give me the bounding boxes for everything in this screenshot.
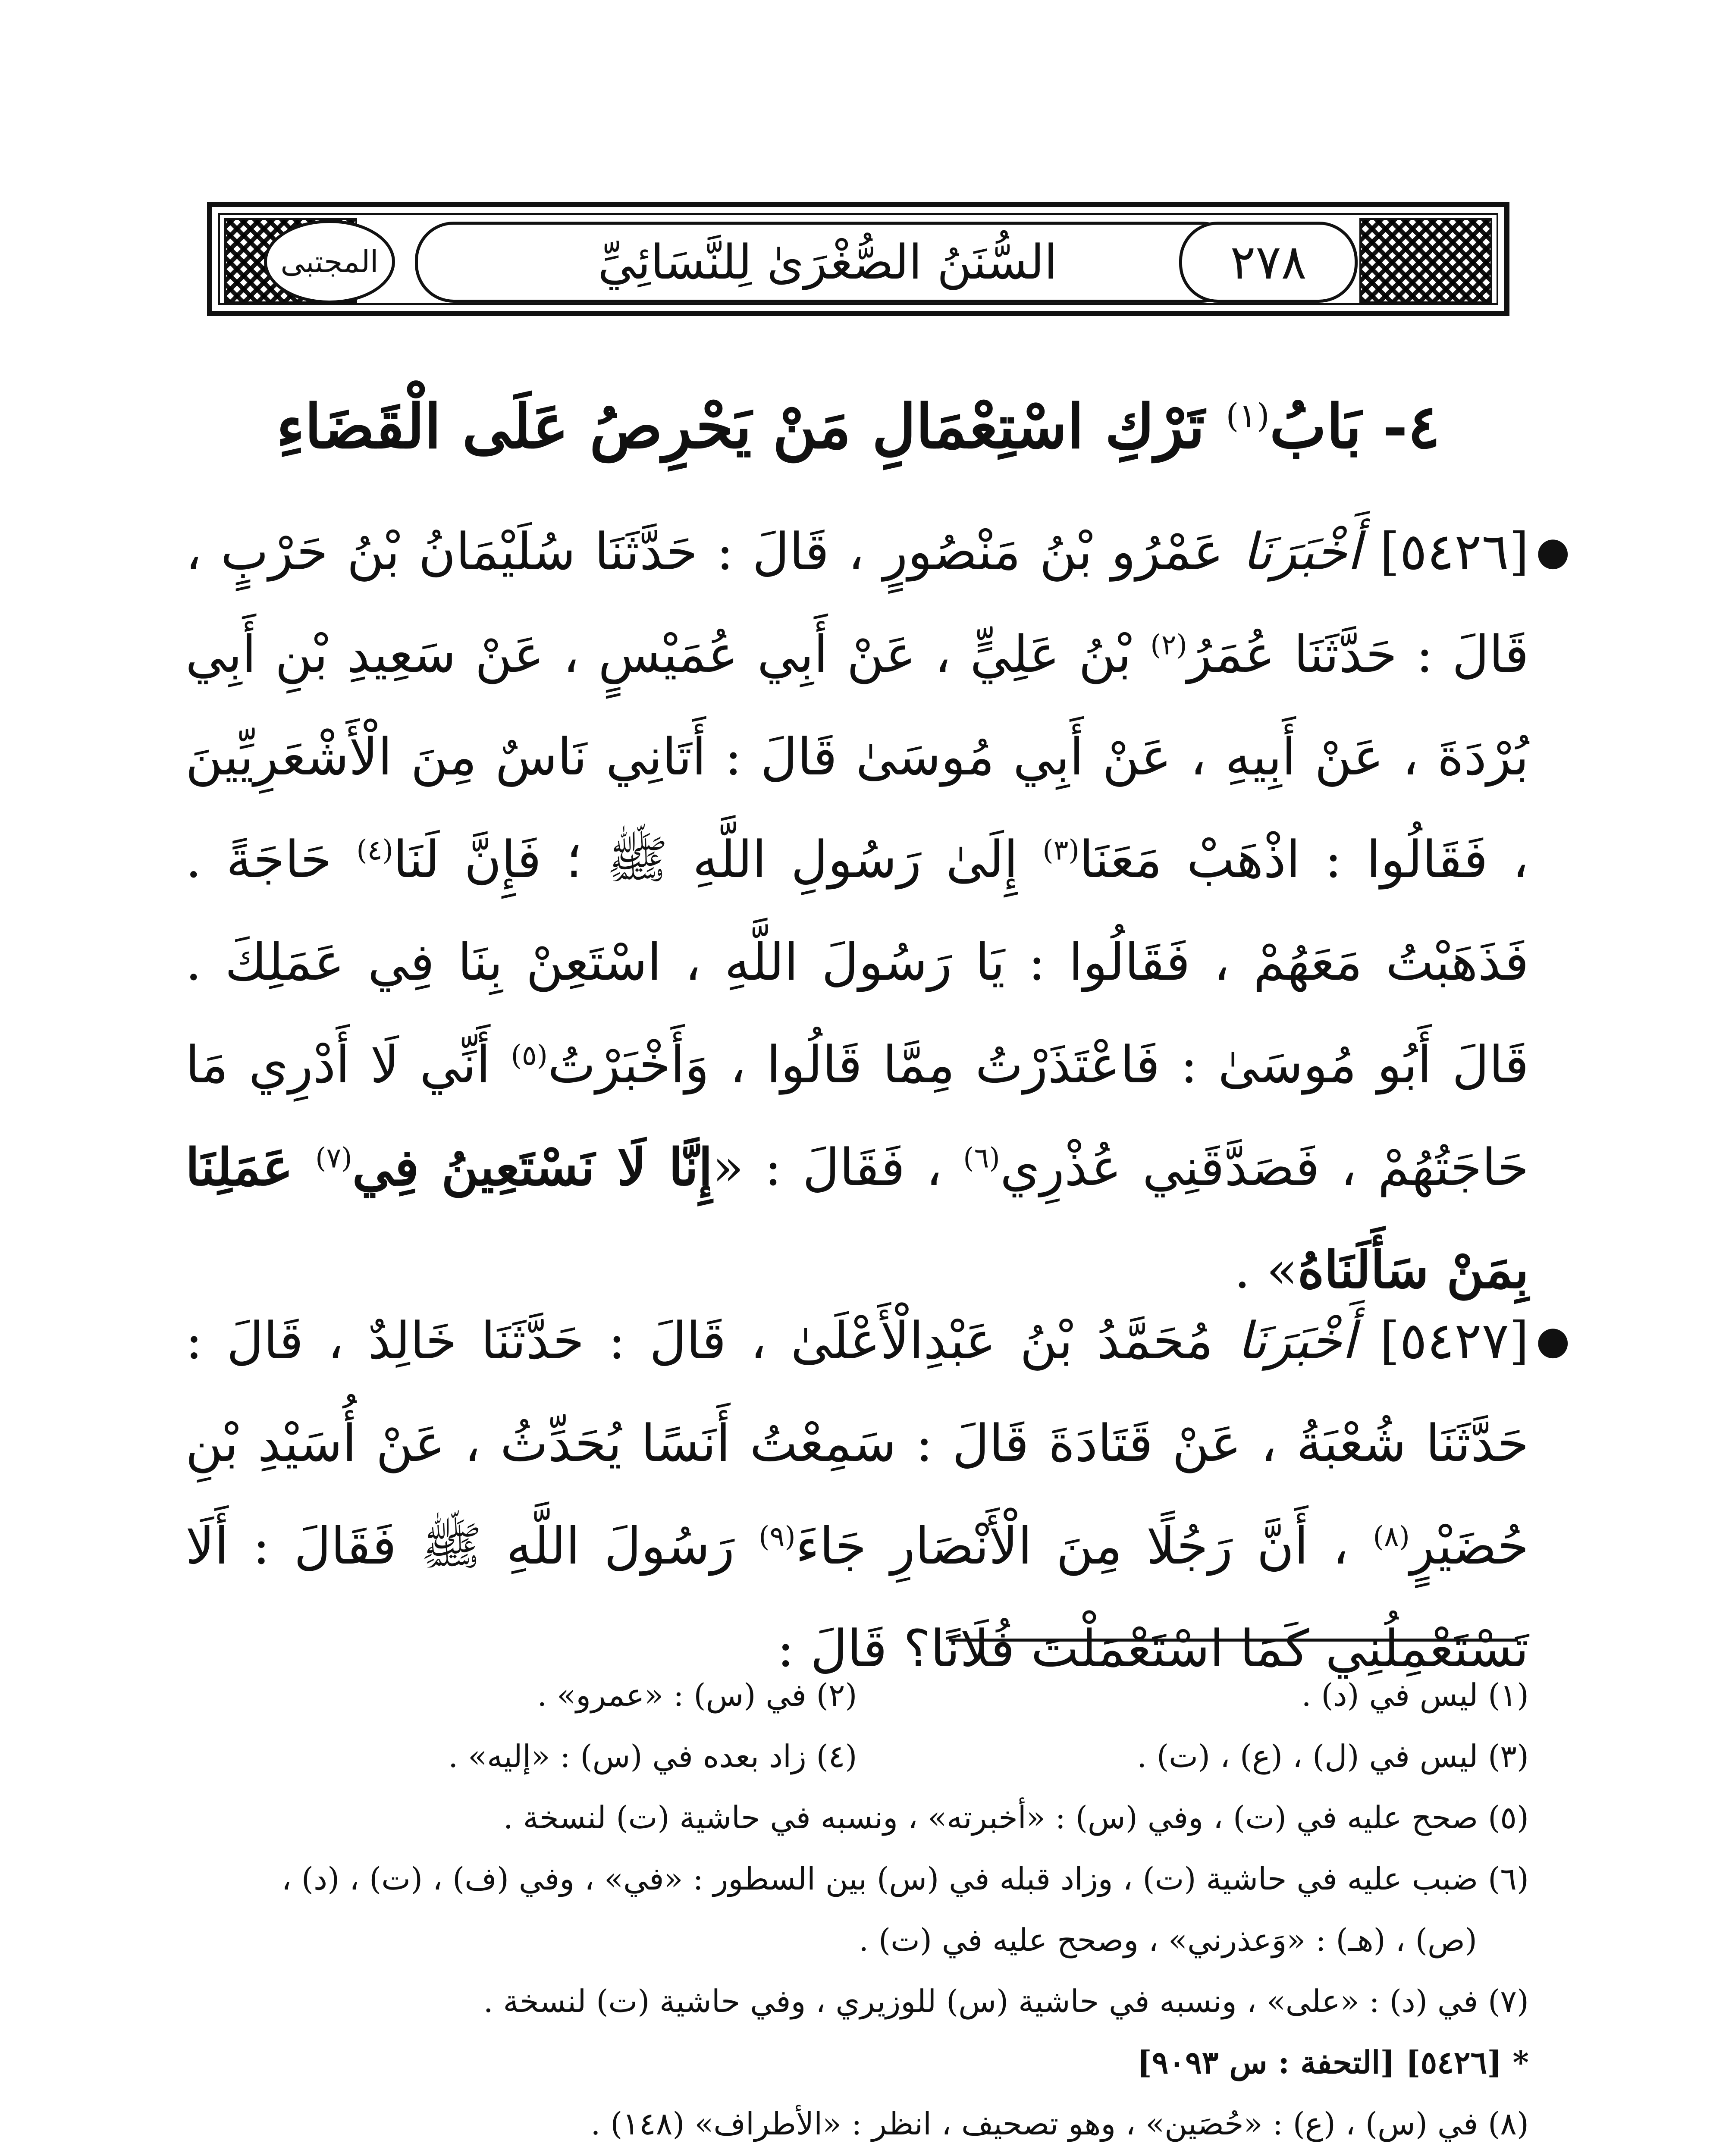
matn-text: ، أَنَّ رَجُلًا مِنَ الْأَنْصَارِ جَاءَ — [795, 1516, 1373, 1576]
footnotes — [185, 1664, 1529, 2156]
isnad-text: بْنُ عَلِيٍّ ، عَنْ أَبِي عُمَيْسٍ ، عَنْ سَعِيدِ بْنِ أَبِي بُرْدَةَ ، عَنْ أَبِيهِ ، عَنْ أَبِي مُوسَىٰ قَالَ : أَتَانِي نَاسٌ مِنَ الْأَشْعَرِيِّينَ ، فَقَالُوا : اذْهَبْ مَعَنَا — [185, 624, 1529, 889]
footnote-8: (٨) في (س) ، (ع) : «حُصَين» ، وهو تصحيف ، انظر : «الأطراف» (١٤٨) . — [590, 2106, 1529, 2142]
bullet-icon: ● — [1536, 529, 1570, 574]
chapter-title: تَرْكِ اسْتِعْمَالِ مَنْ يَحْرِصُ عَلَى الْقَضَاءِ — [276, 392, 1205, 462]
footnote-mark: (١) — [1226, 397, 1270, 436]
hadith-number: [٥٤٢٧] — [1380, 1311, 1529, 1370]
matn-text: حَاجَةً . فَذَهَبْتُ مَعَهُمْ ، فَقَالُوا : يَا رَسُولَ اللَّهِ ، اسْتَعِنْ بِنَا فِي عَمَلِكَ . قَالَ أَبُو مُوسَىٰ : فَاعْتَذَرْتُ مِمَّا قَالُوا ، وَأَخْبَرْتُ — [185, 830, 1529, 1094]
matn-text: ، فَقَالَ : « — [712, 1138, 963, 1197]
footnote-mark: (٨) — [1373, 1520, 1410, 1553]
matn-text: رَسُولَ اللَّهِ ﷺ فَقَالَ : أَلَا تَسْتَعْمِلُنِي كَمَا اسْتَعْمَلْتَ فُلَانًا؟ قَالَ : — [185, 1516, 1529, 1678]
chapter-prefix: ٤- بَابُ — [1269, 392, 1440, 462]
book-medallion — [264, 220, 395, 304]
hadith-5426 — [185, 500, 1570, 1321]
footnote-row — [185, 1726, 1529, 1787]
footnote-2: (٢) في (س) : «عمرو» . — [537, 1677, 857, 1713]
page-number-cartouche — [1179, 222, 1358, 303]
prophet-saying: عَمَلِنَا بِمَنْ سَأَلَنَاهُ — [185, 1137, 1529, 1300]
prophet-saying: إِنَّا لَا نَسْتَعِينُ فِي — [352, 1137, 713, 1197]
footnote-9 — [185, 2154, 1529, 2156]
footnote-mark: (٣) — [1042, 834, 1079, 867]
footnote-mark: (٦) — [963, 1142, 1000, 1175]
footnote-6: (٦) ضبب عليه في حاشية (ت) ، وزاد قبله في (س) بين السطور : «في» ، وفي (ف) ، (ت) ، (د) ، — [281, 1861, 1529, 1897]
footnote-4: (٤) زاد بعده في (س) : «إليه» . — [448, 1738, 857, 1774]
footnote-3: (٣) ليس في (ل) ، (ع) ، (ت) . — [1137, 1738, 1529, 1774]
matn-text: أَنِّي لَا أَدْرِي مَا حَاجَتُهُمْ ، فَصَدَّقَنِي عُذْرِي — [185, 1035, 1529, 1197]
footnote-mark: (٧) — [315, 1142, 352, 1175]
footnote-mark: (٥) — [511, 1039, 548, 1072]
akhbarana-word: أَخْبَرَنَا — [1237, 1311, 1356, 1370]
footnote-row — [185, 1664, 1529, 1726]
footnote-mark: (٢) — [1150, 629, 1187, 661]
takhrij-reference: * [٥٤٢٦] [التحفة : س ٩٠٩٣] — [1137, 2044, 1529, 2081]
footnote-mark: (٤) — [356, 834, 393, 867]
hadith-number: [٥٤٢٦] — [1380, 522, 1529, 581]
header-ornament-right — [1359, 218, 1492, 303]
matn-text: إِلَىٰ رَسُولِ اللَّهِ ﷺ ؛ فَإِنَّ لَنَا — [393, 830, 1043, 889]
footnote-6-continued: (ص) ، (هـ) : «وَعذرني» ، وصحح عليه في (ت) . — [859, 1922, 1477, 1958]
footnote-5: (٥) صحح عليه في (ت) ، وفي (س) : «أخبرته» ، ونسبه في حاشية (ت) لنسخة . — [503, 1799, 1529, 1836]
page-number: ٢٧٨ — [1230, 235, 1307, 290]
chapter-heading — [259, 379, 1458, 474]
book-title: السُّنَنُ الصُّغْرَىٰ لِلنَّسَائِيِّ — [598, 235, 1057, 290]
bullet-icon: ● — [1536, 1318, 1570, 1363]
akhbarana-word: أَخْبَرَنَا — [1242, 522, 1361, 581]
footnote-1: (١) ليس في (د) . — [1301, 1677, 1529, 1713]
medallion-text: المجتبى — [280, 244, 379, 279]
isnad-text: مُحَمَّدُ بْنُ عَبْدِالْأَعْلَىٰ ، قَالَ : حَدَّثَنَا خَالِدٌ ، قَالَ : حَدَّثَنَا شُعْبَةُ ، عَنْ قَتَادَةَ قَالَ : سَمِعْتُ أَنَسًا يُحَدِّثُ ، عَنْ أُسَيْدِ بْنِ حُضَيْرٍ — [185, 1311, 1529, 1576]
footnote-divider — [949, 1639, 1518, 1642]
matn-text: » . — [1234, 1240, 1298, 1300]
isnad-text: عَمْرُو بْنُ مَنْصُورٍ ، قَالَ : حَدَّثَنَا سُلَيْمَانُ بْنُ حَرْبٍ ، قَالَ : حَدَّثَنَا عُمَرُ — [185, 522, 1529, 684]
footnote-mark: (٩) — [759, 1520, 796, 1553]
running-title — [415, 222, 1240, 303]
page-header-frame — [207, 202, 1509, 316]
footnote-7: (٧) في (د) : «على» ، ونسبه في حاشية (س) للوزيري ، وفي حاشية (ت) لنسخة . — [483, 1983, 1529, 2019]
